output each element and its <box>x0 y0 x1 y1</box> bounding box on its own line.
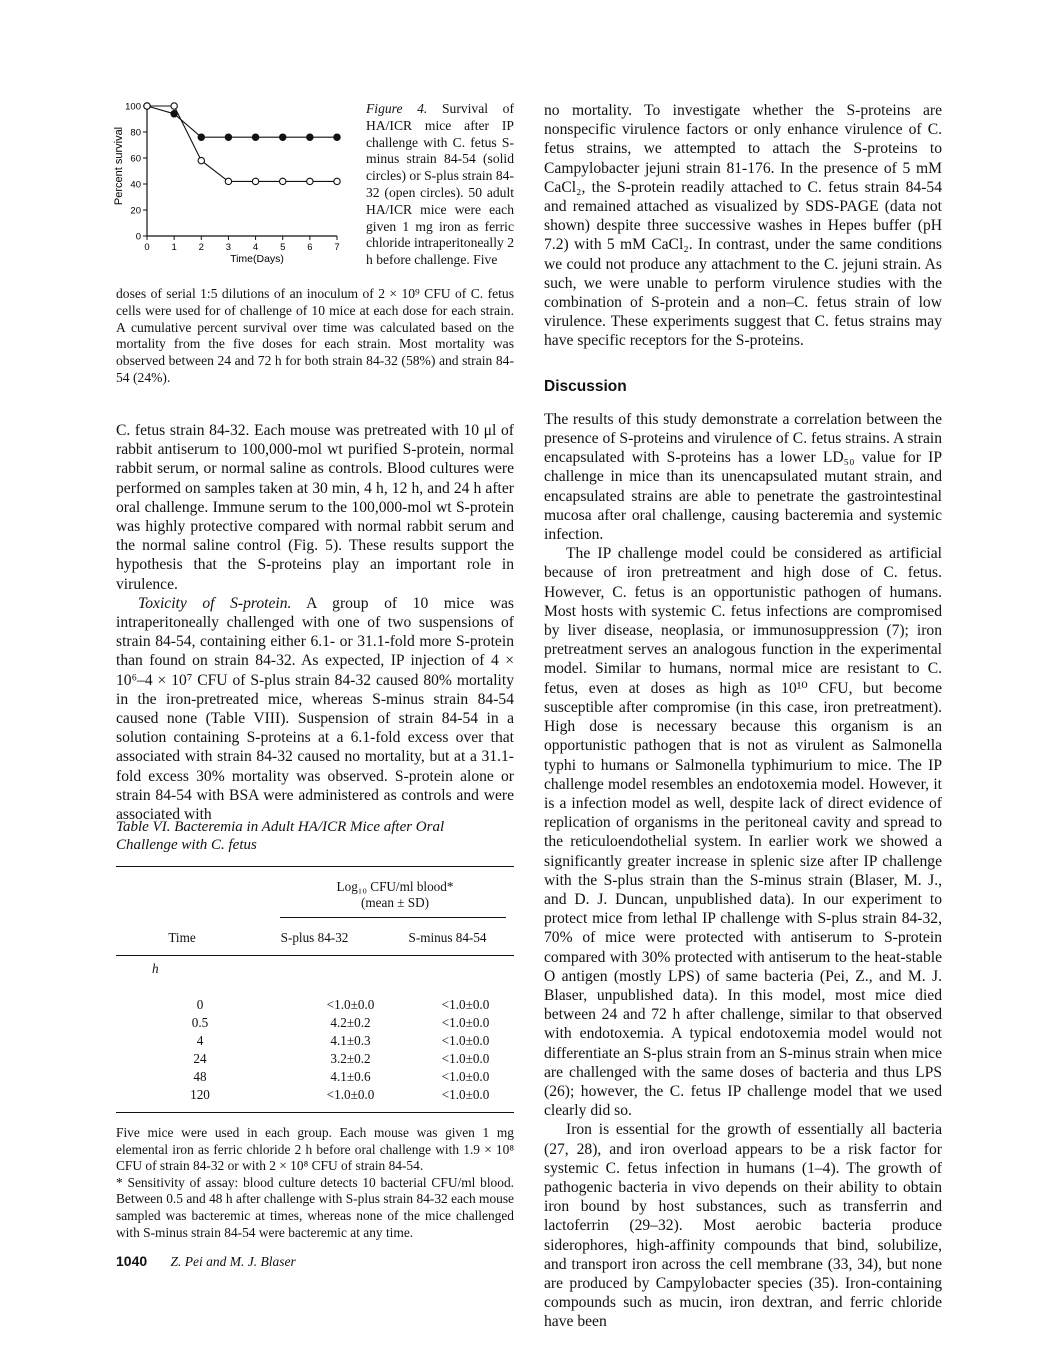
cell-sminus: <1.0±0.0 <box>441 1033 490 1048</box>
left-paragraph-2-text: A group of 10 mice was intraperitoneally challenged with one of two suspensions of strain 84-54, containing either 6.1- or 31.1-fold more S-protein than found on strain 84-32. As expected, IP injection of 4 × 10⁶–4 × 10⁷ CFU of S-plus strain 84-32 caused 80% mortality in the iron-pretreated mice, whereas S-minus strain 84-54 caused none (Table VIII). Suspension of strain 84-54 in a solution containing S-proteins at a 6.1-fold excess over that associated with strain 84-32 caused no mortality, but at a 31.1-fold excess 30% mortality was observed. S-protein alone or strain 84-54 with BSA were administered as controls and were associated with <box>116 594 514 824</box>
unit-cell: h <box>152 961 159 976</box>
y-tick-label: 0 <box>135 231 141 243</box>
cell-sminus: <1.0±0.0 <box>441 997 490 1012</box>
x-tick-label: 5 <box>280 242 286 253</box>
right-paragraph-1: no mortality. To investigate whether the S-proteins are nonspecific virulence factors or only enhance virulence of C. fetus strains, we attempted to attach the S-proteins to Campylobacter jejuni strain 81-176. In the presence of 5 mM CaCl₂, the S-protein readily attached to C. fetus strain 84-54 and remained attached as visualized by SDS-PAGE (data not shown) despite three successive washes in Hepes buffer (pH 7.2) with 5 mM CaCl₂. In contrast, under the same conditions we could not produce any attachment to the C. jejuni strain. As such, we were unable to perform virulence studies with the combination of S-protein and a non–C. fetus strain of low virulence. These experiments suggest that C. fetus strains may have specific receptors for the S-proteins. <box>544 102 942 350</box>
data-point-open <box>225 178 231 184</box>
span-header-text: Log₁₀ CFU/ml blood* <box>336 879 454 894</box>
data-point-open <box>144 103 150 109</box>
cell-splus: <1.0±0.0 <box>326 1087 375 1102</box>
x-tick-label: 2 <box>198 242 204 253</box>
y-axis-label: Percent survival <box>113 126 125 206</box>
x-tick-label: 0 <box>144 242 150 253</box>
x-axis-label: Time(Days) <box>230 253 284 265</box>
data-point-open <box>171 103 177 109</box>
table-row <box>116 1032 514 1050</box>
table-row-unit <box>116 960 514 978</box>
col-time: Time <box>168 930 196 945</box>
figure-4-label: Figure 4. <box>366 101 428 116</box>
figure-4-caption-side <box>366 101 514 269</box>
series-line-open <box>147 106 337 181</box>
table-note-2: * Sensitivity of assay: blood culture detects 10 bacterial CFU/ml blood. Between 0.5 and 48 h after challenge with S-plus strain 84-32 each mouse sampled was bacteremic at times, whereas none of the mice challenged with S-minus strain 84-54 were bacteremic at any time. <box>116 1174 514 1240</box>
cell-splus: 4.1±0.6 <box>330 1069 371 1084</box>
discussion-heading: Discussion <box>544 377 627 395</box>
cell-time: 48 <box>193 1069 207 1084</box>
data-point-solid <box>198 134 204 140</box>
data-point-open <box>334 178 340 184</box>
x-tick-label: 3 <box>225 242 232 253</box>
cell-splus: 4.2±0.2 <box>330 1015 371 1030</box>
table-6-grid <box>116 929 514 947</box>
table-row <box>116 1050 514 1068</box>
right-paragraph-4: Iron is essential for the growth of essentially all bacteria (27, 28), and iron overload appears to be a risk factor for systemic C. fetus infection in humans (1–4). The growth of pathogenic bacteria in vivo depends on their ability to obtain iron bound by host substances, such as transferrin and lactoferrin (29–32). Most aerobic bacteria produce siderophores, high-affinity compounds that bind, solubilize, and transport iron across the cell membrane (33, 34), but none are produced by Campylobacter species (35). Iron-containing compounds such as mucin, iron dextran, and ferric chloride have been <box>544 1121 942 1331</box>
data-point-solid <box>334 134 340 140</box>
y-tick-label: 80 <box>130 127 141 139</box>
table-note-1: Five mice were used in each group. Each mouse was given 1 mg elemental iron as ferric chloride 2 h before oral challenge with 1.9 × 10⁸ CFU of strain 84-32 or with 2 × 10⁸ CFU of strain 84-54. <box>116 1125 514 1174</box>
table-6-notes <box>116 1125 514 1241</box>
data-point-open <box>198 157 204 163</box>
right-paragraph-2: The results of this study demonstrate a correlation between the presence of S-proteins and virulence of C. fetus strains. A strain encapsulated with S-proteins has a lower LD₅₀ value for IP challenge in mice than its unencapsulated mutant strain, and encapsulated strains are able to penetrate the gastrointestinal mucosa after oral challenge, causing bacteremia and systemic infection. <box>544 410 942 544</box>
y-tick-label: 100 <box>125 101 141 113</box>
right-paragraph-3: The IP challenge model could be considered as artificial because of iron pretreatment and high dose of C. fetus. However, C. fetus is an opportunistic pathogen of humans. Most hosts with systemic C. fetus infections are compromised by liver disease, neoplasia, or immunosuppression (7); iron pretreatment serves an analogous function in the experimental model. Similar to humans, normal mice are resistant to C. fetus, even at doses as high as 10¹⁰ CFU, but become susceptible after compromise (in this case, iron pretreatment). High dose is necessary because this organism is an opportunistic pathogen that is not as virulent as Salmonella typhi to humans or Salmonella typhimurium to mice. The IP challenge model resembles an endotoxemia model. However, it is a infection model as well, despite lack of direct evidence of replication of organisms in the peritoneal cavity and spread to the reticuloendothelial system. In earlier work we showed a significantly greater increase in splenic size after IP challenge with the S-plus strain than the S-minus strain (Blaser, M. J., and D. J. Duncan, unpublished data). In our experiment to protect mice from lethal IP challenge with S-plus strain 84-32, 70% of mice were protected with antiserum to S-protein compared with 30% protected with antiserum to the heat-stable O antigen (mostly LPS) of same bacteria (Pei, Z., and M. J. Blaser, unpublished data). In this model, most mice died between 24 and 72 h after challenge, similar to that observed with endotoxemia. A typical endotoxemia model would not differentiate an S-plus strain from an S-minus strain when mice are challenged with the same doses of bacteria and thus LPS (26); however, the C. fetus IP challenge model that we used clearly did so. <box>544 545 942 1120</box>
span-sub-text: (mean ± SD) <box>360 895 430 910</box>
footer-authors: Z. Pei and M. J. Blaser <box>170 1254 296 1269</box>
figure-4-caption-continuation <box>116 286 514 387</box>
x-tick-label: 6 <box>307 242 313 253</box>
x-tick-label: 7 <box>334 242 340 253</box>
table-row <box>116 1014 514 1032</box>
y-tick-label: 40 <box>130 179 141 191</box>
data-point-open <box>280 178 286 184</box>
left-paragraph-1: C. fetus strain 84-32. Each mouse was pretreated with 10 μl of rabbit antiserum to 100,000-mol wt purified S-protein, normal rabbit serum, or normal saline as controls. Blood cultures were performed on samples taken at 30 min, 4 h, 12 h, and 24 h after oral challenge. Immune serum to the 100,000-mol wt S-protein was highly protective compared with normal rabbit serum and the normal saline control (Fig. 5). These results support the hypothesis that the S-proteins play an important role in virulence. <box>116 422 514 593</box>
cell-splus: <1.0±0.0 <box>326 997 375 1012</box>
data-point-open <box>252 178 258 184</box>
x-tick-label: 4 <box>252 242 259 253</box>
table-6 <box>116 818 514 1241</box>
figure-4-caption-side-text: Survival of HA/ICR mice after IP challenge with C. fetus S-minus strain 84-54 (solid circles) or S-plus strain 84-32 (open circles). 50 adult HA/ICR mice were each given 1 mg iron as ferric chloride intraperitoneally 2 h before challenge. Five <box>366 101 514 268</box>
table-6-title: Table VI. Bacteremia in Adult HA/ICR Mice after Oral Challenge with C. fetus <box>116 819 445 853</box>
y-tick-label: 60 <box>130 153 141 165</box>
left-paragraph-2 <box>116 594 514 824</box>
toxicity-heading: Toxicity of S-protein. <box>138 594 292 612</box>
col-splus: S-plus 84-32 <box>280 930 349 945</box>
x-tick-label: 1 <box>171 242 177 253</box>
cell-time: 4 <box>196 1033 204 1048</box>
cell-sminus: <1.0±0.0 <box>441 1087 490 1102</box>
table-6-body <box>116 960 514 1104</box>
cell-splus: 4.1±0.3 <box>330 1033 371 1048</box>
table-row <box>116 1086 514 1104</box>
right-column-text <box>544 101 942 1332</box>
figure-4-caption-full-text: doses of serial 1:5 dilutions of an inoculum of 2 × 10⁹ CFU of C. fetus cells were used for of challenge of 10 mice at each dose for each strain. A cumulative percent survival over time was calculated based on the mortality from the five doses for each strain. Most mortality was observed between 24 and 72 h for both strain 84-32 (58%) and strain 84-54 (24%). <box>116 286 514 385</box>
left-column-text <box>116 421 514 824</box>
table-row <box>116 996 514 1014</box>
cell-splus: 3.2±0.2 <box>330 1051 371 1066</box>
table-6-span-header <box>276 879 514 911</box>
y-tick-label: 20 <box>130 205 141 217</box>
page-footer <box>116 1253 296 1270</box>
col-sminus: S-minus 84-54 <box>408 930 487 945</box>
cell-sminus: <1.0±0.0 <box>441 1069 490 1084</box>
cell-time: 120 <box>190 1087 210 1102</box>
data-point-solid <box>252 134 258 140</box>
table-header-row <box>116 929 514 947</box>
cell-time: 0.5 <box>191 1015 209 1030</box>
data-point-solid <box>225 134 231 140</box>
cell-sminus: <1.0±0.0 <box>441 1051 490 1066</box>
data-point-open <box>307 178 313 184</box>
data-point-solid <box>307 134 313 140</box>
page-number: 1040 <box>116 1253 148 1269</box>
data-point-solid <box>280 134 286 140</box>
table-row <box>116 1068 514 1086</box>
cell-time: 24 <box>193 1051 207 1066</box>
cell-time: 0 <box>196 997 204 1012</box>
cell-sminus: <1.0±0.0 <box>441 1015 490 1030</box>
figure-4-chart <box>102 96 352 271</box>
